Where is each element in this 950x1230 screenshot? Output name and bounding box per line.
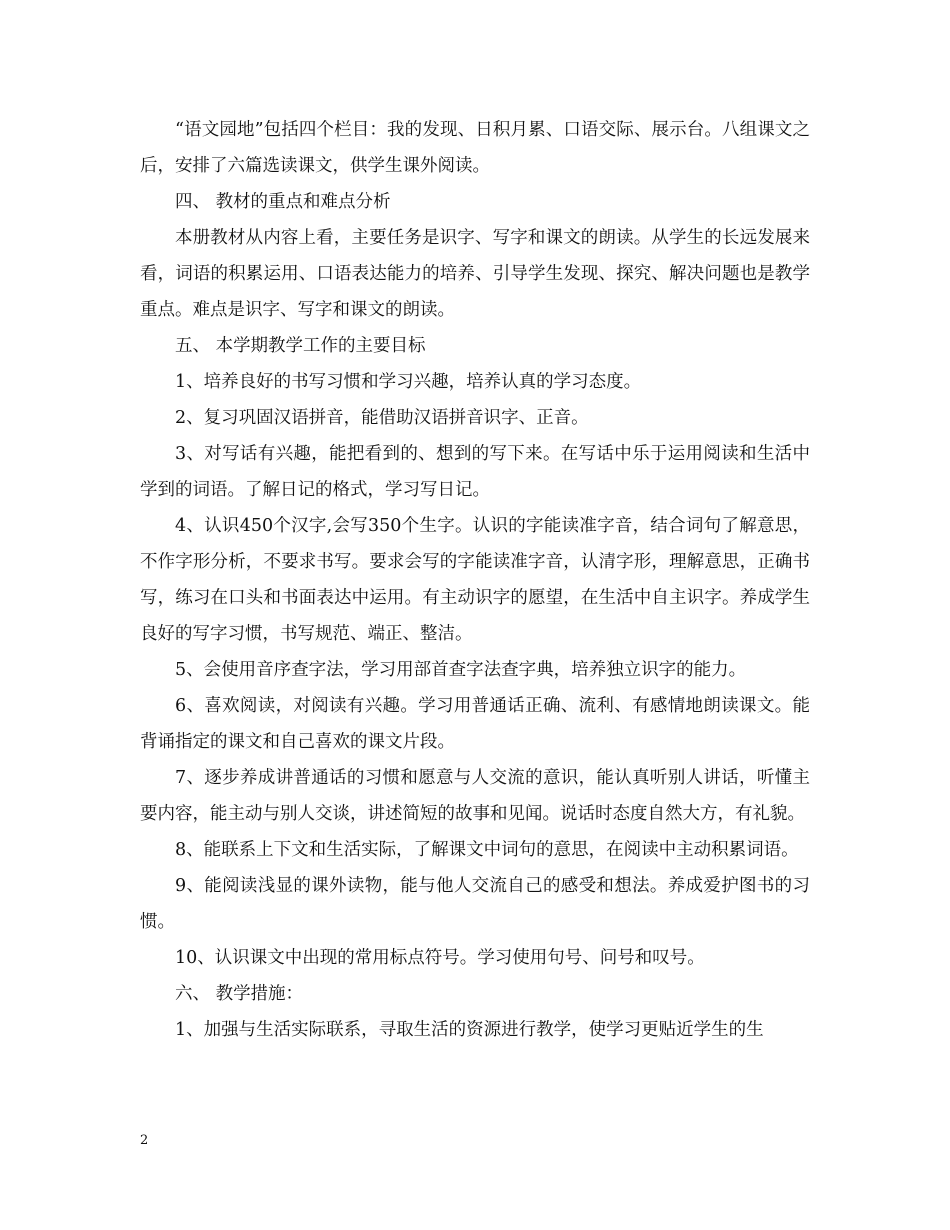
section-heading-6: 六、 教学措施： <box>175 984 304 1004</box>
goal-item-9: 9、能阅读浅显的课外读物，能与他人交流自己的感受和想法。养成爱护图书的习惯。 <box>140 876 810 932</box>
goal-item-8: 8、能联系上下文和生活实际，了解课文中词句的意思，在阅读中主动积累词语。 <box>175 840 799 860</box>
measure-item-1: 1、加强与生活实际联系，寻取生活的资源进行教学，使学习更贴近学生的生 <box>175 1020 764 1040</box>
paragraph-yuwen-yuandi: “语文园地”包括四个栏目：我的发现、日积月累、口语交际、展示台。八组课文之后，安排了六篇选读课文，供学生课外阅读。 <box>140 120 810 176</box>
goal-item-3: 3、对写话有兴趣，能把看到的、想到的写下来。在写话中乐于运用阅读和生活中学到的词语。了解日记的格式，学习写日记。 <box>140 444 810 500</box>
document-body <box>140 112 810 1048</box>
goal-item-2: 2、复习巩固汉语拼音，能借助汉语拼音识字、正音。 <box>175 408 589 428</box>
goal-item-1: 1、培养良好的书写习惯和学习兴趣，培养认真的学习态度。 <box>175 372 642 392</box>
paragraph-key-points: 本册教材从内容上看，主要任务是识字、写字和课文的朗读。从学生的长远发展来看，词语的积累运用、口语表达能力的培养、引导学生发现、探究、解决问题也是教学重点。难点是识字、写字和课文的朗读。 <box>140 228 810 320</box>
goal-item-4: 4、认识450个汉字,会写350个生字。认识的字能读准字音，结合词句了解意思，不作字形分析，不要求书写。要求会写的字能读准字音，认清字形，理解意思，正确书写，练习在口头和书面表达中运用。有主动识字的愿望，在生活中自主识字。养成学生良好的写字习惯，书写规范、端正、整洁。 <box>140 516 810 644</box>
page-number: 2 <box>140 1133 149 1148</box>
section-heading-4: 四、 教材的重点和难点分析 <box>175 192 391 212</box>
section-heading-5: 五、 本学期教学工作的主要目标 <box>175 336 426 356</box>
goal-item-7: 7、逐步养成讲普通话的习惯和愿意与人交流的意识，能认真听别人讲话，听懂主要内容，能主动与别人交谈，讲述简短的故事和见闻。说话时态度自然大方，有礼貌。 <box>140 768 810 824</box>
goal-item-10: 10、认识课文中出现的常用标点符号。学习使用句号、问号和叹号。 <box>175 948 705 968</box>
goal-item-6: 6、喜欢阅读，对阅读有兴趣。学习用普通话正确、流利、有感情地朗读课文。能背诵指定的课文和自己喜欢的课文片段。 <box>140 696 810 752</box>
goal-item-5: 5、会使用音序查字法，学习用部首查字法查字典，培养独立识字的能力。 <box>175 660 747 680</box>
